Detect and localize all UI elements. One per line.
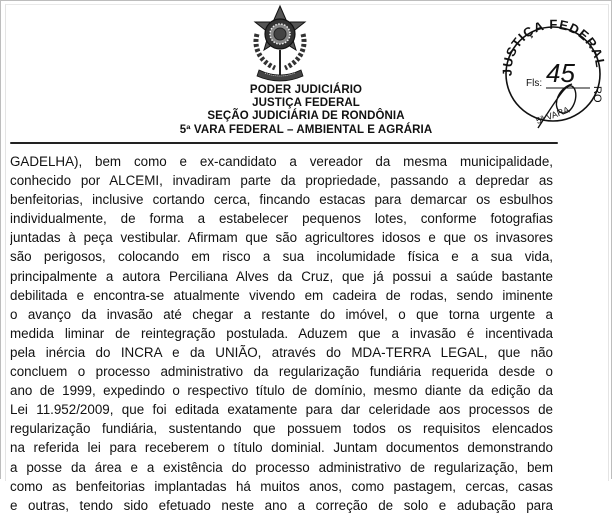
brazil-coat-of-arms-icon (245, 4, 315, 86)
header-line-poder-judiciario: PODER JUDICIÁRIO (249, 84, 363, 96)
body-line: ano de 1999, expedindo o respectivo título de domínio, mesmo diante da edição da (10, 383, 553, 399)
document-body (10, 152, 553, 515)
body-line: o avanço da invasão até chegar a restante do imóvel, o que torna urgente a (10, 306, 553, 322)
stamp-side-text: RO (591, 86, 603, 103)
body-line: como as benfeitorias implantadas há muitos anos, como pastagem, cercas, casas (10, 478, 553, 494)
body-line: principalmente a autora Perciliana Alves da Cruz, que já possui a saúde bastante (10, 268, 553, 284)
header-line-vara-federal: 5ª VARA FEDERAL – AMBIENTAL E AGRÁRIA (179, 123, 433, 136)
body-line: concluem o processo administrativo da regularização fundiária requerida desde o (10, 364, 553, 380)
body-line: debilitada e encontra-se atualmente vivendo em cadeira de rodas, sendo iminente (10, 287, 553, 303)
body-line: GADELHA), bem como e ex-candidato a vereador da mesma municipalidade, (10, 154, 553, 169)
body-line: Lei 11.952/2009, que foi editada exatamente para dar celeridade aos processos de (10, 402, 553, 418)
body-line: e outras, tendo sido efetuado neste ano a correção de solo e adubação para (10, 497, 553, 513)
body-line: pela inércia do INCRA e da UNIÃO, através do MDA-TERRA LEGAL, que não (10, 344, 553, 360)
body-line: na referida lei para receberem o título dominial. Juntam documentos demonstrando (10, 440, 553, 456)
court-page-stamp (498, 14, 608, 130)
body-line: conhecido por ALCEMI, invadiram parte da propriedade, passando a depredar as (10, 173, 553, 189)
body-line: individualmente, de forma a estabelecer pequenos lotes, conforme fotografias (10, 211, 553, 227)
stamp-label: Fls: (526, 78, 543, 89)
stamp-page-number: 45 (546, 58, 575, 88)
body-line: medida liminar de reintegração postulada. Aduzem que a invasão é incentivada (10, 325, 553, 341)
body-line: benfeitorias, inclusive cortando cerca, fincando estacas para demarcar os esbulhos (10, 192, 553, 208)
body-line: são perigosos, colocando em risco a sua incolumidade física e a sua vida, (10, 249, 553, 265)
stamp-bottom-text: 5ª VARA (534, 104, 571, 126)
stamp-top-text: JUSTIÇA FEDERAL (499, 16, 608, 77)
body-line: a posse da área e a existência do processo administrativo de regularização, bem (10, 459, 553, 475)
header-line-justica-federal: JUSTIÇA FEDERAL (252, 97, 360, 110)
header-divider (10, 142, 558, 144)
body-line: regularização fundiária, sustentando que possuem todos os requisitos elencados (10, 421, 553, 437)
body-line: juntadas à peça vestibular. Afirmam que são agricultores idosos e que os invasores (10, 230, 553, 246)
header-line-secao-judiciaria: SEÇÃO JUDICIÁRIA DE RONDÔNIA (207, 110, 405, 123)
